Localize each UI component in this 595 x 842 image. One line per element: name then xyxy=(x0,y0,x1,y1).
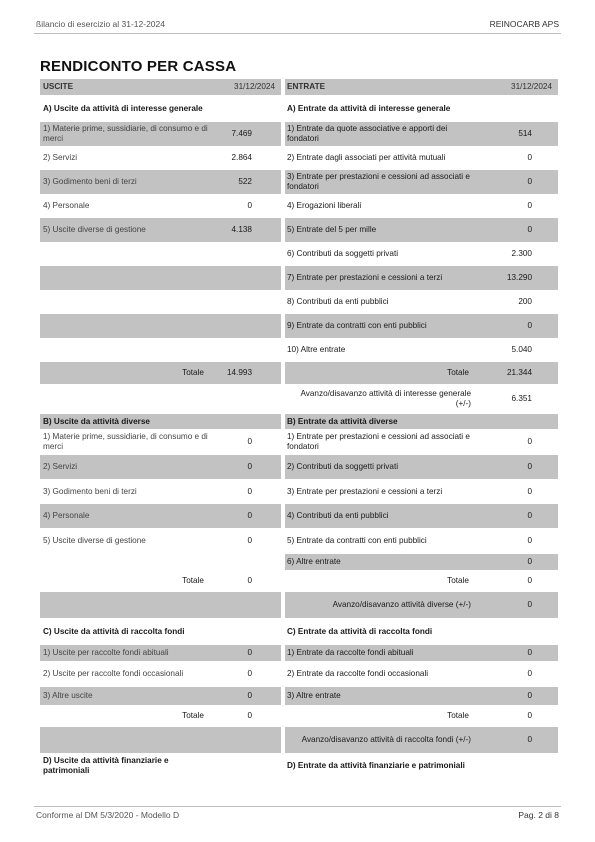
row-label: 3) Godimento beni di terzi xyxy=(43,486,137,496)
section-b-totale-row xyxy=(40,570,558,592)
column-header-row xyxy=(40,79,558,95)
col-entrate-date: 31/12/2024 xyxy=(475,79,558,95)
table-row xyxy=(40,338,558,362)
row-label: 3) Entrate per prestazioni e cessioni a terzi xyxy=(287,486,443,496)
row-label: 4) Personale xyxy=(43,201,90,211)
row-value: 0 xyxy=(475,504,558,528)
entrate-totale: 21.344 xyxy=(475,362,558,384)
row-label: 2) Uscite per raccolte fondi occasionali xyxy=(43,669,184,679)
table-row xyxy=(40,429,558,455)
row-label: 6) Altre entrate xyxy=(285,554,475,570)
table-row xyxy=(40,146,558,170)
totale-label: Totale xyxy=(182,576,204,586)
row-value: 522 xyxy=(210,170,281,194)
row-value: 0 xyxy=(527,437,532,447)
row-value: 2.864 xyxy=(231,153,252,163)
row-value: 0 xyxy=(475,314,558,338)
row-value: 0 xyxy=(475,455,558,479)
table-row xyxy=(40,218,558,242)
section-c-totale-row xyxy=(40,705,558,727)
table-row xyxy=(40,661,558,687)
section-d-uscite-title: D) Uscite da attività finanziarie e patrimoniali xyxy=(43,756,169,775)
section-a-uscite-title: A) Uscite da attività di interesse generale xyxy=(43,103,203,113)
section-d-entrate-title: D) Entrate da attività finanziarie e patrimoniali xyxy=(287,761,465,771)
row-value: 0 xyxy=(210,504,281,528)
table-row xyxy=(40,504,558,528)
row-label: 1) Entrate da quote associative e apporti dei fondatori xyxy=(285,122,475,146)
row-label: 5) Entrate del 5 per mille xyxy=(285,218,475,242)
table-row xyxy=(40,242,558,266)
row-label: 4) Personale xyxy=(40,504,210,528)
row-value: 0 xyxy=(247,486,252,496)
row-value: 0 xyxy=(247,201,252,211)
row-value: 7.469 xyxy=(210,122,281,146)
section-a-entrate-title: A) Entrate da attività di interesse generale xyxy=(287,103,451,113)
row-label: 5) Entrate da contratti con enti pubblici xyxy=(287,536,427,546)
table-row xyxy=(40,528,558,554)
row-label: 7) Entrate per prestazioni e cessioni a terzi xyxy=(285,266,475,290)
uscite-totale: 0 xyxy=(247,576,252,586)
row-label: 2) Contributi da soggetti privati xyxy=(285,455,475,479)
footer-divider xyxy=(34,806,561,807)
section-b-avanzo-row xyxy=(40,592,558,618)
table-row xyxy=(40,645,558,661)
totale-label: Totale xyxy=(447,711,469,721)
section-a-avanzo-row xyxy=(40,384,558,414)
row-value: 2.300 xyxy=(511,249,532,259)
row-value: 0 xyxy=(247,669,252,679)
row-value: 0 xyxy=(475,554,558,570)
row-value: 0 xyxy=(475,687,558,705)
section-b-title-row xyxy=(40,414,558,429)
row-label: 2) Servizi xyxy=(43,153,78,163)
avanzo-label: Avanzo/disavanzo attività di interesse generale (+/-) xyxy=(300,389,471,408)
row-value: 0 xyxy=(210,645,281,661)
row-label: 3) Entrate per prestazioni e cessioni ad associati e fondatori xyxy=(285,170,475,194)
table-row xyxy=(40,687,558,705)
row-value: 0 xyxy=(475,218,558,242)
totale-label: Totale xyxy=(182,711,204,721)
row-value: 0 xyxy=(210,455,281,479)
section-a-totale-row xyxy=(40,362,558,384)
footer-left: Conforme al DM 5/3/2020 - Modello D xyxy=(36,810,180,820)
row-value: 0 xyxy=(475,645,558,661)
table-row xyxy=(40,554,558,570)
row-label: 2) Servizi xyxy=(40,455,210,479)
uscite-totale: 0 xyxy=(247,711,252,721)
section-c-uscite-title: C) Uscite da attività di raccolta fondi xyxy=(43,626,185,636)
row-value: 4.138 xyxy=(210,218,281,242)
section-b-uscite-title: B) Uscite da attività diverse xyxy=(40,414,210,429)
row-label: 1) Materie prime, sussidiarie, di consumo e di merci xyxy=(40,122,210,146)
table-row xyxy=(40,290,558,314)
footer-right: Pag. 2 di 8 xyxy=(518,810,559,820)
section-c-avanzo-row xyxy=(40,727,558,753)
row-value: 0 xyxy=(527,536,532,546)
header-divider xyxy=(34,33,561,34)
table-row xyxy=(40,170,558,194)
row-value: 514 xyxy=(475,122,558,146)
row-label: 2) Entrate da raccolte fondi occasionali xyxy=(287,669,429,679)
row-label: 3) Godimento beni di terzi xyxy=(40,170,210,194)
col-uscite: USCITE xyxy=(40,79,210,95)
table-row xyxy=(40,122,558,146)
row-label: 1) Entrate da raccolte fondi abituali xyxy=(285,645,475,661)
row-label: 3) Altre uscite xyxy=(40,687,210,705)
section-a-title-row xyxy=(40,95,558,122)
avanzo-value: 6.351 xyxy=(511,394,532,404)
row-value: 200 xyxy=(518,297,532,307)
page-title: RENDICONTO PER CASSA xyxy=(40,58,237,75)
row-label: 5) Uscite diverse di gestione xyxy=(40,218,210,242)
row-value: 0 xyxy=(527,153,532,163)
avanzo-label: Avanzo/disavanzo attività di raccolta fondi (+/-) xyxy=(285,727,475,753)
row-value: 5.040 xyxy=(511,345,532,355)
entrate-totale: 0 xyxy=(527,576,532,586)
row-value: 0 xyxy=(527,486,532,496)
table-row xyxy=(40,479,558,504)
row-label: 10) Altre entrate xyxy=(287,345,346,355)
avanzo-value: 0 xyxy=(475,727,558,753)
section-d-title-row xyxy=(40,753,558,779)
row-label: 4) Erogazioni liberali xyxy=(287,201,362,211)
row-value: 0 xyxy=(527,669,532,679)
header-left: ßilancio di esercizio al 31-12-2024 xyxy=(36,19,165,29)
row-value: 13.290 xyxy=(475,266,558,290)
totale-label: Totale xyxy=(447,576,469,586)
table-row xyxy=(40,314,558,338)
row-value: 0 xyxy=(475,170,558,194)
uscite-totale: 14.993 xyxy=(210,362,281,384)
rendiconto-table xyxy=(40,79,558,779)
row-label: 6) Contributi da soggetti privati xyxy=(287,249,399,259)
table-row xyxy=(40,194,558,218)
col-entrate: ENTRATE xyxy=(285,79,475,95)
avanzo-label: Avanzo/disavanzo attività diverse (+/-) xyxy=(285,592,475,618)
row-label: 3) Altre entrate xyxy=(285,687,475,705)
row-value: 0 xyxy=(247,536,252,546)
row-label: 1) Uscite per raccolte fondi abituali xyxy=(40,645,210,661)
row-value: 0 xyxy=(210,687,281,705)
row-label: 1) Entrate per prestazioni e cessioni ad associati e fondatori xyxy=(287,432,470,451)
row-label: 1) Materie prime, sussidiarie, di consumo e di merci xyxy=(43,432,208,451)
header-right: REINOCARB APS xyxy=(489,19,559,29)
row-label: 8) Contributi da enti pubblici xyxy=(287,297,389,307)
avanzo-value: 0 xyxy=(475,592,558,618)
table-row xyxy=(40,455,558,479)
section-c-title-row xyxy=(40,618,558,645)
row-label: 2) Entrate dagli associati per attività mutuali xyxy=(287,153,446,163)
row-label: 9) Entrate da contratti con enti pubblici xyxy=(285,314,475,338)
col-uscite-date: 31/12/2024 xyxy=(210,79,281,95)
row-label: 5) Uscite diverse di gestione xyxy=(43,536,146,546)
totale-label: Totale xyxy=(40,362,210,384)
row-value: 0 xyxy=(527,201,532,211)
table-row xyxy=(40,266,558,290)
totale-label: Totale xyxy=(285,362,475,384)
section-b-entrate-title: B) Entrate da attività diverse xyxy=(285,414,475,429)
section-c-entrate-title: C) Entrate da attività di raccolta fondi xyxy=(287,626,433,636)
entrate-totale: 0 xyxy=(527,711,532,721)
row-value: 0 xyxy=(247,437,252,447)
row-label: 4) Contributi da enti pubblici xyxy=(285,504,475,528)
